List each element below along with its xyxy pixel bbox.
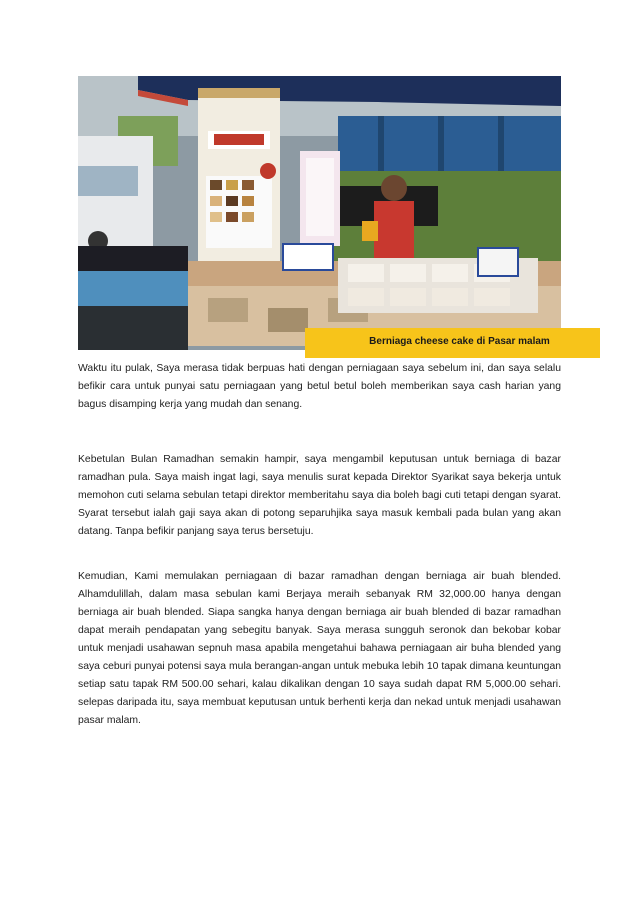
free-tester-sign	[478, 248, 518, 276]
photo-illustration	[78, 76, 561, 350]
banner-title-bar	[214, 134, 264, 145]
market-stall-photo	[78, 76, 561, 350]
paragraph-2: Kebetulan Bulan Ramadhan semakin hampir, saya mengambil keputusan untuk berniaga di bazar ramadhan pula. Saya maish ingat lagi, saya menulis surat kepada Direktor Syarikat saya bekerja untuk memohon cuti selama sebulan tetapi direktor memberitahu saya dia boleh bagi cuti tetapi dengan syarat. Syarat tersebut ialah gaji saya akan di potong separuhjika saya masuk kembali pada bulan yang akan datang. Tanpa befikir panjang saya terus bersetuju.	[78, 454, 561, 537]
photo-caption-box	[305, 328, 600, 358]
photo-caption: Berniaga cheese cake di Pasar malam	[369, 336, 550, 347]
paragraph-1: Waktu itu pulak, Saya merasa tidak berpuas hati dengan perniagaan saya sebelum ini, dan saya selalu befikir cara untuk punyai satu perniagaan yang betul betul boleh memberikan saya cash harian yang bagus disamping kerja yang mudah dan senang.	[78, 363, 561, 410]
paragraph-3: Kemudian, Kami memulakan perniagaan di bazar ramadhan dengan berniaga air buah blended. Alhamdulillah, dalam masa sebulan kami Berjaya meraih sebanyak RM 32,000.00 hanya dengan berniaga air buah blended. Siapa sangka hanya dengan berniaga air buah blended di bazar ramadhan dapat meraih pendapatan yang sebegitu banyak. Saya merasa sungguh seronok dan bekobar kobar untuk menjadi usahawan sepnuh masa apabila mengetahui bahawa perniagaan air buha blended yang saya ceburi punyai potensi saya mula berangan-angan untuk mebuka lebih 10 tapak dimana keuntungan setiap satu tapak RM 500.00 sehari, kalau dikalikan dengan 10 saya sudah dapat RM 5,000.00 sehari. selepas daripada itu, saya membuat keputusan untuk berhenti kerja dan nekad untuk menjadi usahawan pasar malam.	[78, 571, 561, 726]
